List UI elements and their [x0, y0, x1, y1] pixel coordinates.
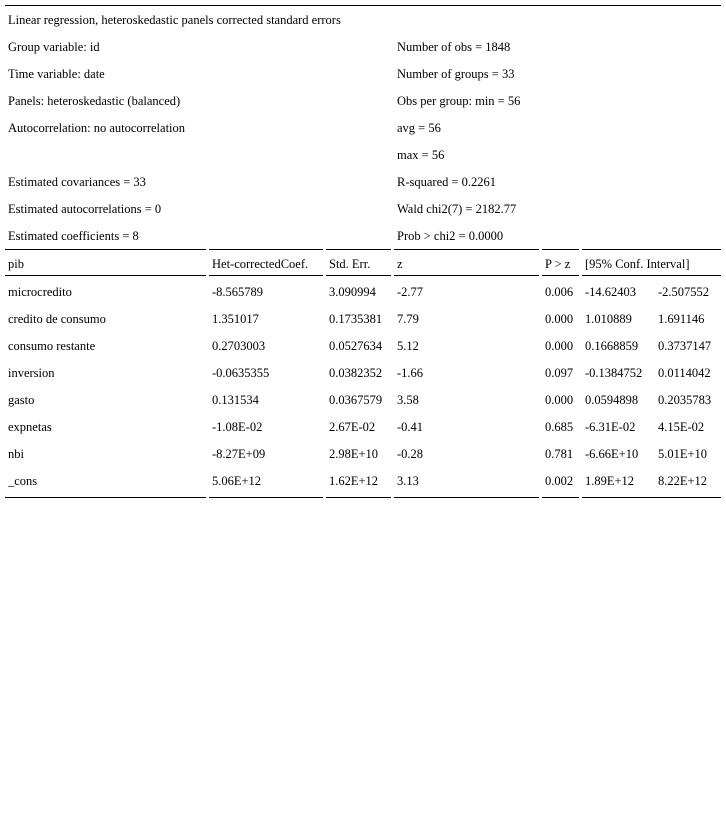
- ci-lower: 0.0594898: [585, 393, 639, 407]
- ci-upper: 0.3737147: [658, 339, 712, 353]
- variable-name: gasto: [8, 393, 35, 407]
- r-squared: R-squared = 0.2261: [397, 175, 497, 189]
- coefficient: -1.08E-02: [212, 420, 263, 434]
- ci-lower: 0.1668859: [585, 339, 639, 353]
- panels: Panels: heteroskedastic (balanced): [8, 94, 181, 108]
- z-value: 7.79: [397, 312, 419, 326]
- std-err: 0.0382352: [329, 366, 383, 380]
- z-value: 5.12: [397, 339, 419, 353]
- column-header: pib: [8, 257, 24, 271]
- ci-lower: -14.62403: [585, 285, 637, 299]
- info-row: [0, 87, 726, 114]
- obs-per-group-min: Obs per group: min = 56: [397, 94, 521, 108]
- p-value: 0.000: [545, 339, 574, 353]
- time-variable: Time variable: date: [8, 67, 105, 81]
- title-row: [0, 6, 726, 33]
- column-header: P > z: [545, 257, 571, 271]
- std-err: 2.67E-02: [329, 420, 376, 434]
- coefficient: -8.27E+09: [212, 447, 266, 461]
- ci-upper: 4.15E-02: [658, 420, 705, 434]
- table-row: [0, 359, 726, 386]
- ci-lower: -6.31E-02: [585, 420, 636, 434]
- variable-name: nbi: [8, 447, 24, 461]
- coefficient: 1.351017: [212, 312, 259, 326]
- coefficient: 0.131534: [212, 393, 259, 407]
- variable-name: inversion: [8, 366, 55, 380]
- std-err: 0.0367579: [329, 393, 383, 407]
- table-header: [0, 250, 726, 277]
- table-row: [0, 440, 726, 467]
- table-row: [0, 467, 726, 494]
- column-header: Het-correctedCoef.: [212, 257, 309, 271]
- obs-per-group-max: max = 56: [397, 148, 445, 162]
- variable-name: credito de consumo: [8, 312, 106, 326]
- group-variable: Group variable: id: [8, 40, 100, 54]
- estimated-coefficients: Estimated coefficients = 8: [8, 229, 139, 243]
- table-bottom-rule: [542, 497, 579, 498]
- z-value: 3.58: [397, 393, 419, 407]
- ci-lower: 1.89E+12: [585, 474, 635, 488]
- info-row: [0, 141, 726, 168]
- p-value: 0.781: [545, 447, 574, 461]
- variable-name: expnetas: [8, 420, 52, 434]
- ci-lower: -0.1384752: [585, 366, 643, 380]
- header-rule-bottom: [326, 275, 391, 276]
- ci-upper: -2.507552: [658, 285, 710, 299]
- table-row: [0, 386, 726, 413]
- std-err: 0.1735381: [329, 312, 383, 326]
- table-row: [0, 413, 726, 440]
- table-bottom-rule: [582, 497, 721, 498]
- p-value: 0.685: [545, 420, 574, 434]
- info-row: [0, 222, 726, 249]
- coefficient: -8.565789: [212, 285, 264, 299]
- estimated-covariances: Estimated covariances = 33: [8, 175, 146, 189]
- header-rule-bottom: [394, 275, 539, 276]
- table-bottom-rule: [394, 497, 539, 498]
- number-of-obs: Number of obs = 1848: [397, 40, 511, 54]
- header-rule-bottom: [5, 275, 206, 276]
- estimated-autocorrelations: Estimated autocorrelations = 0: [8, 202, 162, 216]
- header-rule-bottom: [542, 275, 579, 276]
- info-row: [0, 114, 726, 141]
- std-err: 2.98E+10: [329, 447, 379, 461]
- column-header: [95% Conf. Interval]: [585, 257, 690, 271]
- ci-upper: 5.01E+10: [658, 447, 708, 461]
- z-value: -1.66: [397, 366, 424, 380]
- p-value: 0.097: [545, 366, 574, 380]
- obs-per-group-avg: avg = 56: [397, 121, 441, 135]
- ci-lower: 1.010889: [585, 312, 632, 326]
- table-bottom-rule: [5, 497, 206, 498]
- ci-upper: 1.691146: [658, 312, 705, 326]
- p-value: 0.000: [545, 312, 574, 326]
- info-row: [0, 60, 726, 87]
- variable-name: microcredito: [8, 285, 72, 299]
- info-row: [0, 33, 726, 60]
- info-row: [0, 195, 726, 222]
- prob-chi2: Prob > chi2 = 0.0000: [397, 229, 504, 243]
- p-value: 0.002: [545, 474, 574, 488]
- coefficient: 5.06E+12: [212, 474, 262, 488]
- ci-upper: 0.0114042: [658, 366, 711, 380]
- header-rule-bottom: [582, 275, 721, 276]
- std-err: 1.62E+12: [329, 474, 379, 488]
- std-err: 0.0527634: [329, 339, 383, 353]
- z-value: -2.77: [397, 285, 424, 299]
- column-header: z: [397, 257, 403, 271]
- header-rule-bottom: [209, 275, 323, 276]
- regression-title: Linear regression, heteroskedastic panels corrected standard errors: [8, 13, 341, 27]
- table-row: [0, 278, 726, 305]
- variable-name: consumo restante: [8, 339, 96, 353]
- wald-chi2: Wald chi2(7) = 2182.77: [397, 202, 517, 216]
- table-bottom-rule: [209, 497, 323, 498]
- table-row: [0, 305, 726, 332]
- number-of-groups: Number of groups = 33: [397, 67, 515, 81]
- coefficient: -0.0635355: [212, 366, 270, 380]
- std-err: 3.090994: [329, 285, 376, 299]
- ci-upper: 0.2035783: [658, 393, 712, 407]
- table-bottom-rule: [326, 497, 391, 498]
- variable-name: _cons: [8, 474, 38, 488]
- ci-lower: -6.66E+10: [585, 447, 639, 461]
- p-value: 0.000: [545, 393, 574, 407]
- z-value: 3.13: [397, 474, 419, 488]
- info-row: [0, 168, 726, 195]
- p-value: 0.006: [545, 285, 574, 299]
- z-value: -0.41: [397, 420, 424, 434]
- coefficient: 0.2703003: [212, 339, 266, 353]
- ci-upper: 8.22E+12: [658, 474, 708, 488]
- z-value: -0.28: [397, 447, 424, 461]
- column-header: Std. Err.: [329, 257, 371, 271]
- autocorrelation: Autocorrelation: no autocorrelation: [8, 121, 186, 135]
- table-row: [0, 332, 726, 359]
